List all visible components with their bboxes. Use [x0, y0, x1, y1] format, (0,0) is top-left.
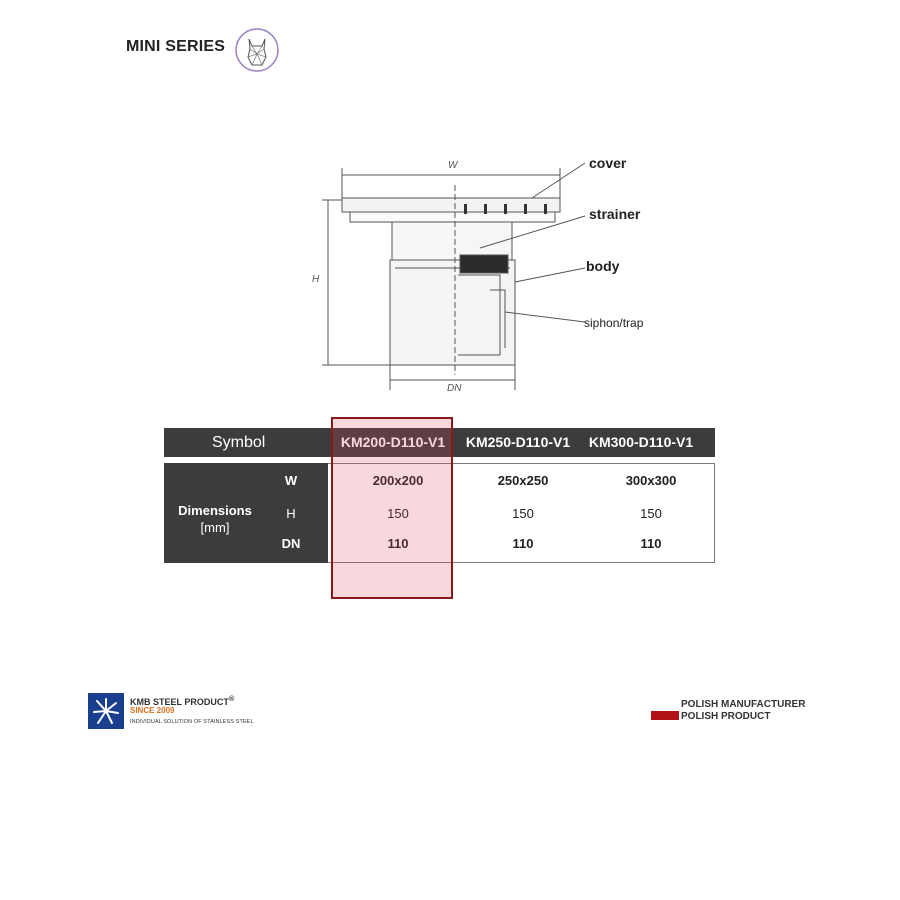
row-symbol-h: H [286, 506, 296, 521]
cell-dn-km250: 110 [512, 536, 534, 551]
polish-manufacturer: POLISH MANUFACTURER [681, 699, 806, 710]
cell-dn-km300: 110 [640, 536, 662, 551]
model-header: KM250-D110-V1 [465, 434, 571, 450]
cell-h-km300: 150 [640, 506, 662, 521]
cell-h-km250: 150 [512, 506, 534, 521]
w-label: W [448, 160, 458, 171]
row-symbol-w: W [284, 473, 298, 488]
dimensions-label [170, 502, 260, 536]
cat-icon [234, 27, 280, 73]
cell-w-km300: 300x300 [625, 473, 677, 488]
registered-mark: ® [228, 694, 235, 703]
polish-product: POLISH PRODUCT [681, 711, 771, 722]
series-title: MINI SERIES [126, 38, 226, 55]
cell-dn-km200: 110 [387, 536, 409, 551]
dimensions-title: Dimensions [178, 503, 252, 518]
symbol-header: Symbol [212, 434, 266, 451]
kmb-logo-icon [88, 693, 124, 729]
brand-text: KMB STEEL PRODUCT [130, 697, 229, 707]
cell-w-km200: 200x200 [372, 473, 424, 488]
brand-tagline: INDIVIDUAL SOLUTION OF STAINLESS STEEL [130, 719, 254, 725]
cell-w-km250: 250x250 [497, 473, 549, 488]
selected-model-highlight [331, 417, 453, 599]
model-header: KM300-D110-V1 [588, 434, 694, 450]
drain-section-drawing [300, 150, 700, 410]
dn-label: DN [447, 383, 462, 394]
model-header: KM200-D110-V1 [340, 434, 446, 450]
since-text: SINCE 2009 [130, 706, 175, 715]
dimensions-unit: [mm] [200, 520, 230, 535]
h-label: H [312, 274, 320, 285]
polish-flag-icon [651, 711, 679, 720]
callout-cover: cover [589, 155, 627, 171]
callout-siphon: siphon/trap [584, 316, 644, 330]
row-symbol-dn: DN [281, 536, 301, 551]
callout-body: body [586, 258, 620, 274]
callout-strainer: strainer [589, 206, 641, 222]
cell-h-km200: 150 [387, 506, 409, 521]
